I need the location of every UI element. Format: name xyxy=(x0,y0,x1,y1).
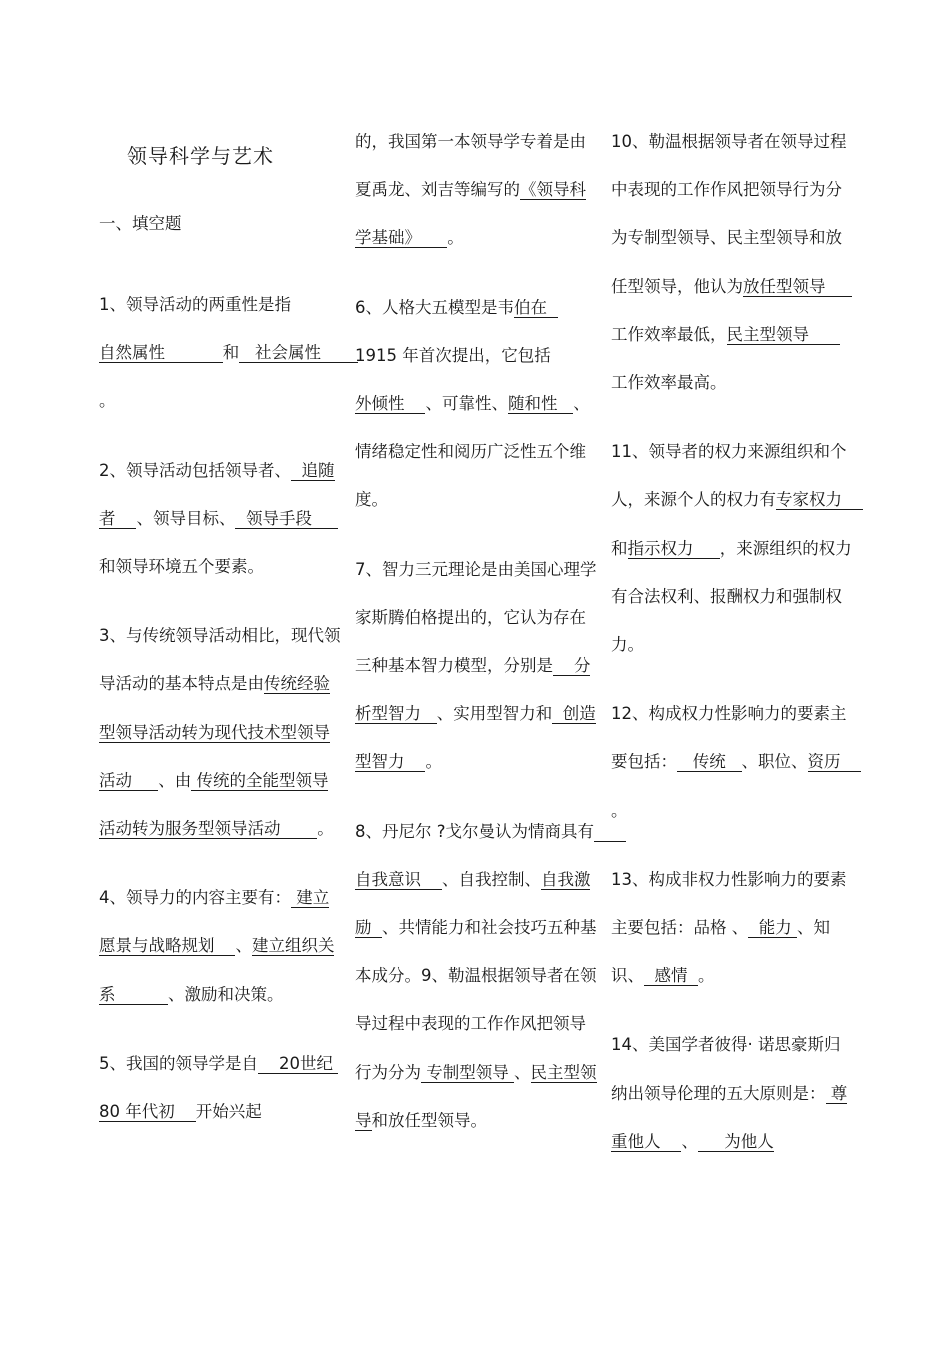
q2-text: 2、领导活动包括领导者、 xyxy=(99,460,291,480)
q14-text: 、 xyxy=(681,1131,698,1151)
q11-text: 和 xyxy=(611,538,628,558)
q12-answer-1: 传统 xyxy=(677,752,742,772)
q5-text: 5、我国的领导学是自 xyxy=(99,1053,258,1073)
q14-answer-2: 为他人 xyxy=(698,1132,774,1152)
q2-text: 、领导目标、 xyxy=(136,508,236,528)
q13-text: 13、构成非权力性影响力的要素主要包括：品格 、 xyxy=(611,869,847,938)
q2-answer-2: 领导手段 xyxy=(235,509,338,529)
question-12 xyxy=(611,690,853,835)
q2-text: 和领导环境五个要素。 xyxy=(99,557,264,577)
q7-answer-2: 创造型智力 xyxy=(355,704,596,772)
q4-text: 、 xyxy=(235,936,252,956)
question-5 xyxy=(99,1040,344,1136)
q12-text: 、职位、 xyxy=(741,752,808,772)
q12-answer-2: 资历 xyxy=(808,752,862,772)
q7-answer-1: 分析型智力 xyxy=(355,656,591,724)
q5-text: 的，我国第一本领导学专着是由夏禹龙、刘吉等编写的 xyxy=(355,132,586,200)
question-7 xyxy=(355,546,601,787)
q12-text: 。 xyxy=(611,800,628,820)
q5-answer-2: 《领导科学基础》 xyxy=(355,180,586,248)
q11-text: ，来源组织的权力有合法权利、报酬权力和强制权力。 xyxy=(611,538,852,655)
q7-text: 。 xyxy=(425,752,442,772)
q13-text: 、知识、 xyxy=(611,918,830,986)
question-2 xyxy=(99,447,344,592)
q4-text: 、激励和决策。 xyxy=(167,984,284,1004)
q10-text: 工作效率最低， xyxy=(611,324,727,344)
q5-text: 。 xyxy=(447,228,464,248)
column-right xyxy=(611,118,853,1166)
question-8-9 xyxy=(355,808,601,1145)
q6-text: 、情绪稳定性和阅历广泛性五个维度。 xyxy=(355,394,590,510)
q8-text: 8、丹尼尔 ?戈尔曼认为情商具有 xyxy=(355,821,595,841)
question-6 xyxy=(355,284,601,525)
q7-text: 7、智力三元理论是由美国心理学家斯腾伯格提出的，它认为存在三种基本智力模型，分别是 xyxy=(355,559,597,676)
q4-text: 4、领导力的内容主要有： xyxy=(99,888,291,908)
q11-answer-2: 指示权力 xyxy=(628,539,720,559)
question-3 xyxy=(99,612,344,853)
q6-text: 6、人格大五模型是韦 xyxy=(355,297,514,317)
q11-text: 11、领导者的权力来源组织和个人，来源个人的权力有 xyxy=(611,442,847,510)
q6-text: 1915 年首次提出，它包括 xyxy=(355,345,551,365)
q4-answer-2: 建立组织关系 xyxy=(99,936,335,1004)
q13-answer-1: 能力 xyxy=(748,918,797,938)
q9-text: 和放任型领导。 xyxy=(371,1110,487,1130)
q4-answer-1: 建立愿景与战略规划 xyxy=(99,888,330,956)
column-middle xyxy=(355,118,601,1145)
q14-text: 14、美国学者彼得· 诺思豪斯归纳出领导伦理的五大原则是： xyxy=(611,1035,841,1103)
q3-answer-1: 传统经验型领导活动转为现代技术型领导活动 xyxy=(99,674,330,790)
section-heading: 一、填空题 xyxy=(99,214,182,233)
q13-answer-2: 感情 xyxy=(644,966,698,986)
q5-text: 开始兴起 xyxy=(195,1102,262,1122)
q13-text: 。 xyxy=(698,966,715,986)
q1-text: 1、领导活动的两重性是指 xyxy=(99,295,291,314)
q12-text: 12、构成权力性影响力的要素主要包括： xyxy=(611,704,847,772)
column-left xyxy=(99,118,344,1136)
q6-answer-2: 随和性 xyxy=(508,394,573,414)
q1-text: 和 xyxy=(222,343,240,363)
q8-answer-2: 自我激励 xyxy=(355,869,591,938)
q9-text: 9、勒温根据领导者在领导过程中表现的工作作风把领导行为分为 xyxy=(355,966,597,1082)
q3-text: 、由 xyxy=(158,770,192,790)
question-13 xyxy=(611,856,853,1001)
question-10 xyxy=(611,118,853,407)
q10-text: 10、勒温根据领导者在领导过程中表现的工作作风把领导行为分为专制型领导、民主型领导和放任型领导，他认为 xyxy=(611,132,847,296)
q7-text: 、实用型智力和 xyxy=(436,704,553,724)
q14-answer-1: 尊重他人 xyxy=(611,1083,848,1151)
q1-answer-1: 自然属性 xyxy=(99,343,223,363)
question-5-continued xyxy=(355,118,601,263)
q10-answer-2: 民主型领导 xyxy=(727,325,841,345)
q1-answer-2: 社会属性 xyxy=(239,343,357,363)
q8-text: 、共情能力和社会技巧五种基本成分。 xyxy=(355,918,597,986)
question-4 xyxy=(99,874,344,1019)
q9-answer-2: 民主型领导 xyxy=(355,1062,597,1130)
question-14 xyxy=(611,1021,853,1166)
q9-answer-1: 专制型领导 xyxy=(421,1063,514,1083)
q10-text: 工作效率最高。 xyxy=(611,373,727,393)
q3-answer-2: 传统的全能型领导活动转为服务型领导活动 xyxy=(99,770,329,839)
question-11 xyxy=(611,428,853,669)
q6-answer-0: 伯在 xyxy=(514,298,558,318)
question-1 xyxy=(99,281,344,426)
document-title: 领导科学与艺术 xyxy=(127,144,274,168)
q11-answer-1: 专家权力 xyxy=(776,490,863,510)
q6-answer-1: 外倾性 xyxy=(355,394,425,414)
q8-text: 、自我控制、 xyxy=(441,869,541,889)
q6-text: 、可靠性、 xyxy=(425,394,508,414)
q1-text: 。 xyxy=(99,391,116,411)
q5-answer-1: 20世纪 80 年代初 xyxy=(99,1053,339,1122)
q3-text: 。 xyxy=(317,819,334,839)
q9-text: 、 xyxy=(514,1062,531,1082)
q10-answer-1: 放任型领导 xyxy=(743,277,852,297)
q8-answer-1: 自我意识 xyxy=(355,822,626,890)
q3-text: 3、与传统领导活动相比，现代领导活动的基本特点是由 xyxy=(99,626,341,694)
q2-answer-1: 追随者 xyxy=(99,460,335,528)
